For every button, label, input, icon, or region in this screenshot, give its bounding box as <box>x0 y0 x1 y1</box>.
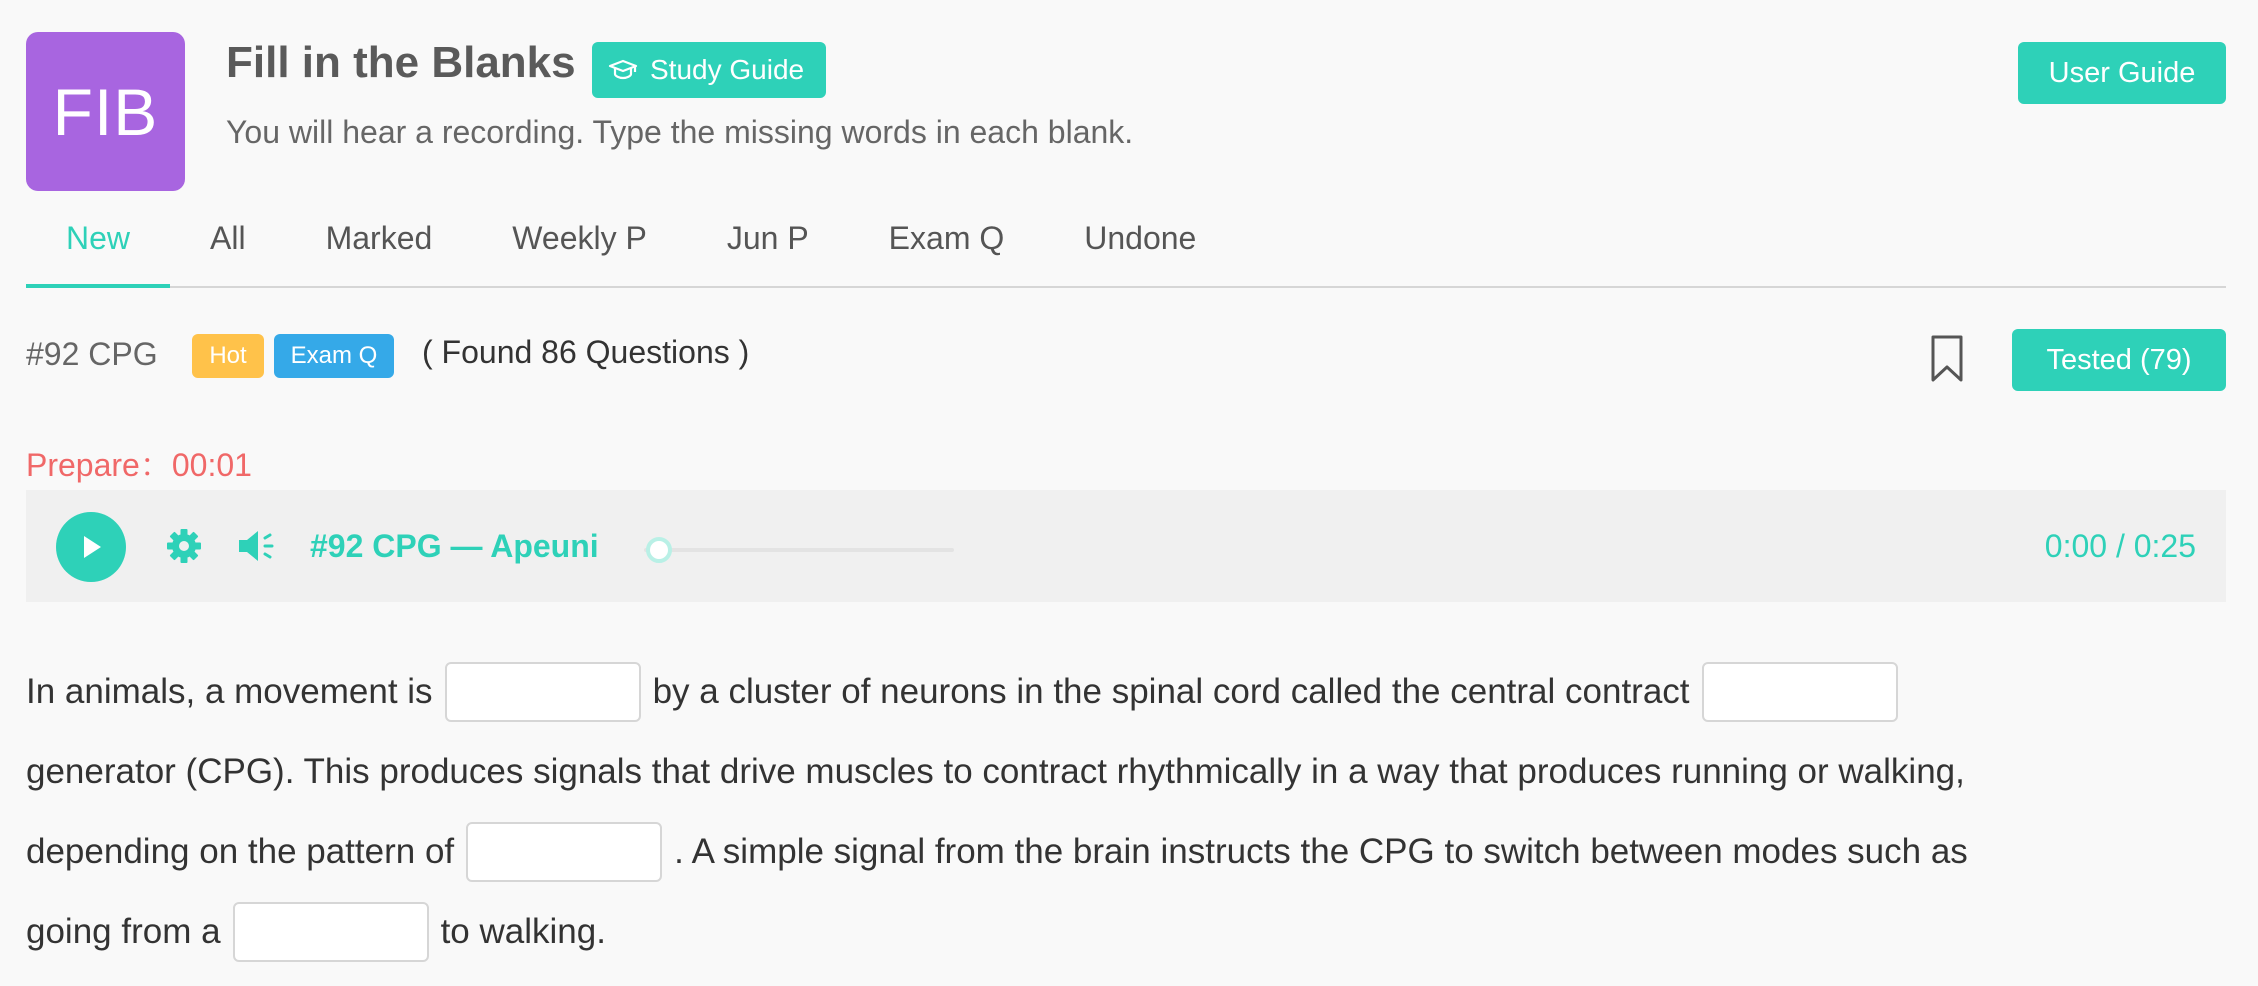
passage-text: depending on the pattern of <box>26 832 455 871</box>
exam-q-badge: Exam Q <box>274 334 394 378</box>
graduation-cap-icon <box>608 59 638 81</box>
tab-exam-q[interactable]: Exam Q <box>888 220 1005 256</box>
tab-all[interactable]: All <box>210 220 246 256</box>
passage-text: going from a <box>26 912 221 951</box>
audio-progress-bar[interactable] <box>644 548 954 552</box>
tab-jun-p[interactable]: Jun P <box>726 220 809 256</box>
hot-badge: Hot <box>192 334 264 378</box>
passage-text: to walking. <box>440 912 606 951</box>
passage-line <box>26 892 2236 972</box>
fib-logo <box>26 32 185 191</box>
passage <box>26 652 2236 972</box>
audio-player <box>26 490 2226 602</box>
bookmark-icon[interactable] <box>1930 334 1964 389</box>
audio-time: 0:00 / 0:25 <box>2044 528 2196 564</box>
track-title: #92 CPG — Apeuni <box>310 528 599 564</box>
page-title: Fill in the Blanks <box>226 38 576 87</box>
play-button[interactable] <box>56 512 126 582</box>
tab-weekly-p[interactable]: Weekly P <box>512 220 647 256</box>
user-guide-button[interactable]: User Guide <box>2018 42 2226 104</box>
passage-text: In animals, a movement is <box>26 672 433 711</box>
blank-input-1[interactable] <box>445 662 641 722</box>
question-id: #92 CPG <box>26 336 158 372</box>
tested-button[interactable]: Tested (79) <box>2012 329 2226 391</box>
blank-input-3[interactable] <box>466 822 662 882</box>
prepare-timer <box>26 440 252 486</box>
page-subtitle: You will hear a recording. Type the missing words in each blank. <box>226 114 1134 150</box>
play-icon <box>78 533 104 561</box>
tab-undone[interactable]: Undone <box>1084 220 1197 256</box>
found-count: ( Found 86 Questions ) <box>422 334 750 370</box>
passage-line <box>26 652 2236 732</box>
study-guide-button[interactable] <box>592 42 826 98</box>
tab-marked[interactable]: Marked <box>325 220 433 256</box>
prepare-label: Prepare： <box>26 447 172 483</box>
study-guide-label: Study Guide <box>650 54 805 85</box>
tab-new[interactable]: New <box>26 204 170 286</box>
passage-text: by a cluster of neurons in the spinal cord called the central contract <box>652 672 1690 711</box>
passage-text: . A simple signal from the brain instructs the CPG to switch between modes such as <box>674 832 1968 871</box>
blank-input-2[interactable] <box>1702 662 1898 722</box>
passage-text: generator (CPG). This produces signals that drive muscles to contract rhythmically in a way that produces running or walking, <box>26 752 1965 791</box>
fib-logo-text: FIB <box>52 74 159 149</box>
prepare-time: 00:01 <box>171 447 252 483</box>
question-tabs <box>26 204 2226 288</box>
passage-line <box>26 732 2236 812</box>
blank-input-4[interactable] <box>233 902 429 962</box>
passage-line <box>26 812 2236 892</box>
settings-gear-icon[interactable] <box>164 526 204 571</box>
audio-progress-handle[interactable] <box>646 537 672 563</box>
volume-speaker-icon[interactable] <box>236 526 280 571</box>
